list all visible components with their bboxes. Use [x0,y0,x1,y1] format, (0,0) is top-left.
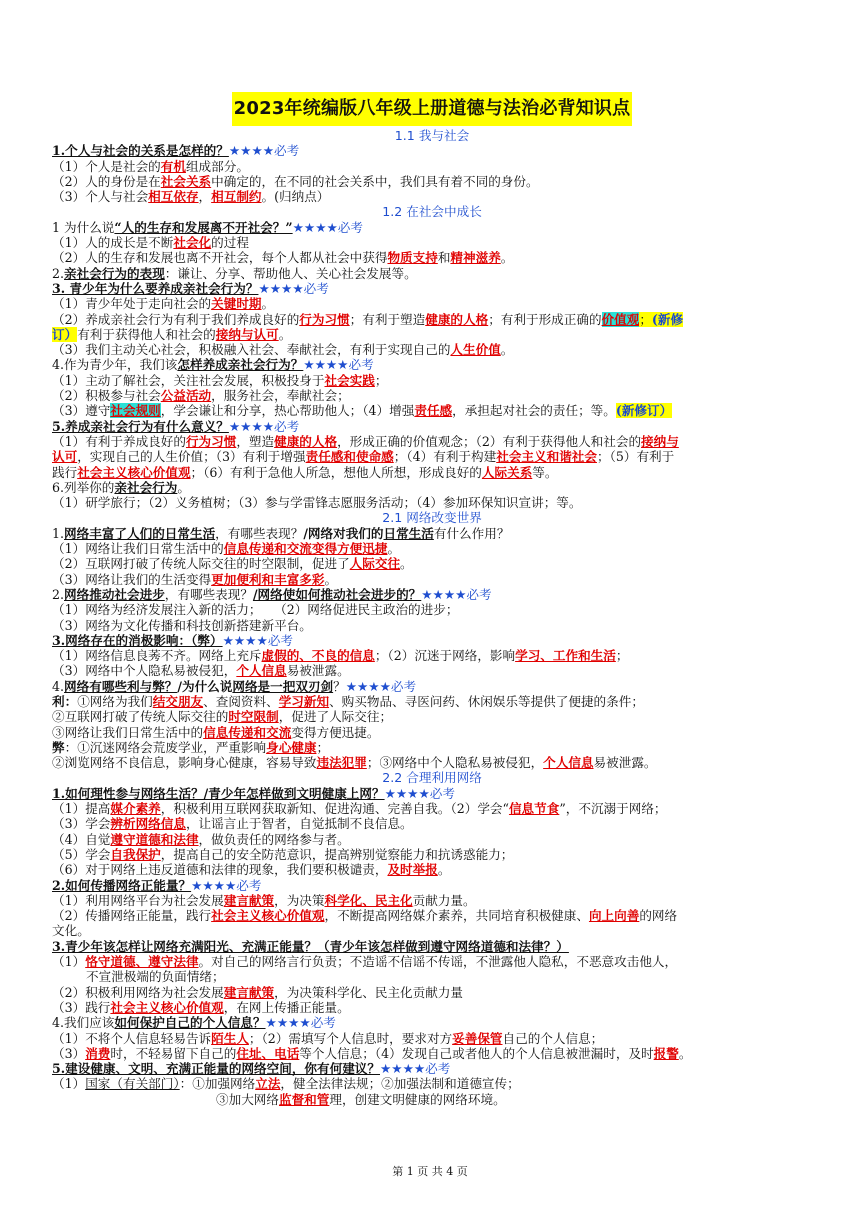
star-rating: ★★★★必考 [222,632,293,648]
question: 5.建设健康、文明、充满正能量的网络空间，你有何建议？★★★★必考 [52,1061,451,1077]
star-rating: ★★★★必考 [228,143,300,159]
answer-line: （3）学会辨析网络信息，让谣言止于智者，自觉抵制不良信息。 [52,816,413,832]
answer-line: （1）网络为经济发展注入新的活力； （2）网络促进民主政治的进步； [52,602,459,618]
answer-line: （1）国家（有关部门）：①加强网络立法，健全法律法规；②加强法制和道德宣传； [52,1076,520,1092]
star-rating: ★★★★必考 [345,678,417,694]
answer-line: （2）养成亲社会行为有利于我们养成良好的行为习惯；有利于塑造健康的人格；有利于形成正确的价值观；(新修 [52,311,684,327]
question: 2.亲社会行为的表现：谦让、分享、帮助他人、关心社会发展等。 [52,265,417,281]
answer-line: （1）主动了解社会，关注社会发展，积极投身于社会实践； [52,372,388,388]
answer-line: （2）人的生存和发展也离不开社会，每个人都从社会中获得物质支持和精神滋养。 [52,250,514,266]
question: 1.个人与社会的关系是怎样的？★★★★必考 [52,143,300,159]
answer-line: （6）对于网络上违反道德和法律的现象，我们要积极谴责，及时举报。 [52,862,451,878]
answer-line: （1）提高媒介素养，积极利用互联网获取新知、促进沟通、完善自我。（2）学会“信息节食”，不沉溺于网络； [52,801,667,817]
answer-line: 弊：①沉迷网络会荒废学业，严重影响身心健康； [52,739,330,755]
answer-line: 利：①网络为我们结交朋友、查阅资料、学习新知、购买物品、寻医问药、休闲娱乐等提供了便捷的条件； [52,693,644,709]
star-rating: ★★★★必考 [421,586,492,602]
section-heading: 1.2 在社会中成长 [382,204,482,220]
star-rating: ★★★★必考 [258,280,329,296]
answer-line: （1）青少年处于走向社会的关键时期。 [52,296,275,312]
question: 3.网络存在的消极影响：（弊）★★★★必考 [52,632,293,648]
answer-line: （3）网络让我们的生活变得更加便利和丰富多彩。 [52,571,338,587]
star-rating: ★★★★必考 [384,785,455,801]
question: 1 为什么说“人的生存和发展离不开社会？”★★★★必考 [52,219,363,235]
answer-line: 认可，实现自己的人生价值；（3）有利于增强责任感和使命感；（4）有利于构建社会主义和谐社会；（5）有利于 [52,449,675,465]
star-rating: ★★★★必考 [292,219,363,235]
answer-line: （1）有利于养成良好的行为习惯，塑造健康的人格，形成正确的价值观念；（2）有利于获得他人和社会的接纳与 [52,433,679,449]
answer-line: （1）恪守道德、遵守法律。对自己的网络言行负责；不造谣不信谣不传谣，不泄露他人隐私，不恶意攻击他人， [52,954,678,970]
answer-line: ③网络让我们日常生活中的信息传递和交流变得方便迅捷。 [52,724,380,740]
answer-line: （1）不将个人信息轻易告诉陌生人；（2）需填写个人信息时，要求对方妥善保管自己的个人信息； [52,1030,604,1046]
question: 6.列举你的亲社会行为。 [52,479,190,495]
page-footer: 第 1 页 共 4 页 [392,1165,468,1178]
answer-line: （1）网络信息良莠不齐。网络上充斥虚假的、不良的信息；（2）沉迷于网络，影响学习、工作和生活； [52,648,629,664]
question: 3.青少年该怎样让网络充满阳光、充满正能量？（青少年该怎样做到遵守网络道德和法律？） [52,938,569,954]
section-heading: 2.2 合理利用网络 [382,770,482,786]
answer-line: （2）积极利用网络为社会发展建言献策，为决策科学化、民主化贡献力量 [52,984,464,1000]
answer-line: （5）学会自我保护，提高自己的安全防范意识，提高辨别觉察能力和抗诱惑能力； [52,846,514,862]
answer-line: （2）积极参与社会公益活动，服务社会，奉献社会； [52,388,350,404]
star-rating: ★★★★必考 [228,418,300,434]
answer-line: ②浏览网络不良信息，影响身心健康，容易导致违法犯罪；③网络中个人隐私易被侵犯，个人信息易被泄露。 [52,755,657,771]
answer-line: （2）传播网络正能量，践行社会主义核心价值观，不断提高网络媒介素养，共同培育积极健康、向上向善的网络 [52,908,678,924]
question: 4.作为青少年，我们该怎样养成亲社会行为？★★★★必考 [52,357,374,373]
answer-line: （1）研学旅行；（2）义务植树；（3）参与学雷锋志愿服务活动；（4）参加环保知识宣讲；等。 [52,495,582,511]
answer-line: （3）遵守社会规则，学会谦让和分享，热心帮助他人；（4）增强责任感，承担起对社会的责任；等。(新修订） [52,403,673,419]
answer-line: （2）人的身份是在社会关系中确定的，在不同的社会关系中，我们具有着不同的身份。 [52,173,539,189]
answer-line: 订）有利于获得他人和社会的接纳与认可。 [52,326,292,342]
answer-line: 不宣泄极端的负面情绪； [86,969,225,985]
answer-line: （1）利用网络平台为社会发展建言献策，为决策科学化、民主化贡献力量。 [52,892,476,908]
answer-line: （4）自觉遵守道德和法律，做负责任的网络参与者。 [52,831,350,847]
question: 5.养成亲社会行为有什么意义？★★★★必考 [52,418,300,434]
answer-line: （3）践行社会主义核心价值观，在网上传播正能量。 [52,999,350,1015]
question: 2.网络推动社会进步，有哪些表现？/网络使如何推动社会进步的？★★★★必考 [52,586,492,602]
star-rating: ★★★★必考 [265,1015,336,1031]
answer-line: 践行社会主义核心价值观；（6）有利于急他人所急，想他人所想，形成良好的人际关系等。 [52,464,558,480]
question: 2.如何传播网络正能量？★★★★必考 [52,877,262,893]
answer-line: （1）人的成长是不断社会化的过程 [52,235,249,251]
star-rating: ★★★★必考 [380,1061,451,1077]
document-page [52,92,812,1107]
document-title: 2023年统编版八年级上册道德与法治必背知识点 [232,92,633,126]
question: 4.我们应该如何保护自己的个人信息？★★★★必考 [52,1015,336,1031]
answer-line: （1）网络让我们日常生活中的信息传递和交流变得方便迅捷。 [52,541,401,557]
answer-line: ②互联网打破了传统人际交往的时空限制，促进了人际交往； [52,709,393,725]
answer-line: （1）个人是社会的有机组成部分。 [52,158,249,174]
answer-line: （3）个人与社会相互依存，相互制约。(归纳点） [52,189,330,205]
answer-line: （3）网络中个人隐私易被侵犯，个人信息易被泄露。 [52,663,350,679]
answer-line: （3）消费时，不轻易留下自己的住址、电话等个人信息；（4）发现自己或者他人的个人信息被泄漏时，及时报警。 [52,1045,692,1061]
section-heading: 1.1 我与社会 [394,128,470,143]
star-rating: ★★★★必考 [303,357,374,373]
answer-line: ③加大网络监督和管理，创建文明健康的网络环境。 [216,1091,506,1107]
answer-line: （3）网络为文化传播和科技创新搭建新平台。 [52,617,312,633]
star-rating: ★★★★必考 [191,877,262,893]
answer-line: （3）我们主动关心社会，积极融入社会、奉献社会，有利于实现自己的人生价值。 [52,342,514,358]
question: 1.网络丰富了人们的日常生活，有哪些表现？/网络对我们的日常生活有什么作用？ [52,525,510,541]
answer-line: 文化。 [52,923,90,939]
answer-line: （2）互联网打破了传统人际交往的时空限制，促进了人际交往。 [52,556,413,572]
question: 3. 青少年为什么要养成亲社会行为？★★★★必考 [52,280,329,296]
question: 1.如何理性参与网络生活？/青少年怎样做到文明健康上网？★★★★必考 [52,785,455,801]
section-heading: 2.1 网络改变世界 [382,510,482,526]
question: 4.网络有哪些利与弊？/为什么说网络是一把双刃剑？★★★★必考 [52,678,417,694]
